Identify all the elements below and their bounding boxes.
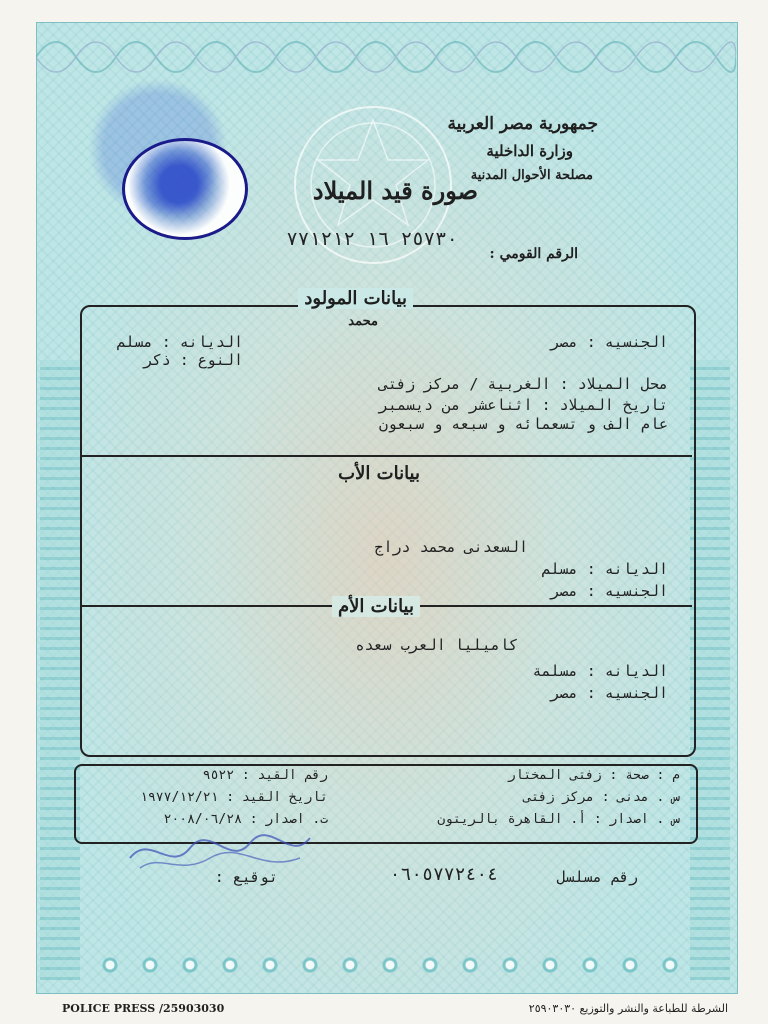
right-ornament-border	[690, 360, 730, 980]
official-stamp-icon	[122, 138, 248, 240]
registry-date: تاريخ القيد : ١٩٧٧/١٢/٢١	[140, 790, 328, 805]
newborn-nationality: الجنسيه : مصر	[550, 333, 668, 351]
newborn-religion: الديانه : مسلم	[116, 333, 243, 351]
bottom-rosette-band	[90, 950, 690, 980]
newborn-birth-year: عام الف و تسعمائه و سبعه و سبعون	[379, 415, 668, 433]
national-id-label: الرقم القومي :	[489, 246, 578, 262]
national-id-number: ٢٥٧٣٠ ١٦ ٧٧١٢١٢	[286, 228, 458, 250]
registry-civil-office: س . مدنى : مركز زفتى	[523, 790, 680, 805]
mother-nationality: الجنسيه : مصر	[550, 684, 668, 702]
footer-press-en: POLICE PRESS /25903030	[62, 1002, 225, 1015]
mother-name: كاميليا العرب سعده	[355, 636, 518, 654]
newborn-birth-date: تاريخ الميلاد : اثناعشر من ديسمبر	[379, 396, 668, 414]
newborn-birth-place: محل الميلاد : الغربية / مركز زفتى	[379, 375, 668, 393]
footer-press-ar: الشرطة للطباعة والنشر والتوزيع ٢٥٩٠٣٠٣٠	[528, 1002, 728, 1015]
father-section-title: بيانات الأب	[338, 463, 420, 484]
document-title: صورة قيد الميلاد	[312, 176, 478, 205]
newborn-gender: النوع : ذكر	[143, 351, 243, 369]
registry-number: رقم القيد : ٩٥٢٢	[202, 768, 328, 783]
father-religion: الديانه : مسلم	[541, 560, 668, 578]
serial-number: ٠٦٠٥٧٧٢٤٠٤	[389, 864, 498, 885]
mother-religion: الديانه : مسلمة	[532, 662, 668, 680]
registry-issue-office: س . اصدار : أ. القاهرة بالريتون	[437, 812, 680, 827]
country-name: جمهورية مصر العربية	[447, 114, 598, 134]
divider-father	[80, 455, 692, 457]
left-ornament-border	[40, 360, 80, 980]
newborn-section-title: بيانات المولود	[298, 288, 413, 309]
signature-stamp-icon	[120, 828, 320, 878]
registry-health-office: م : صحة : زفتى المختار	[507, 768, 680, 783]
father-nationality: الجنسيه : مصر	[550, 582, 668, 600]
newborn-name: محمد	[348, 314, 378, 329]
signature-label: توقيع :	[214, 868, 278, 886]
mother-section-title: بيانات الأم	[332, 596, 420, 617]
authority-name: مصلحة الأحوال المدنية	[470, 168, 593, 183]
ministry-name: وزارة الداخلية	[486, 142, 573, 160]
serial-label: رقم مسلسل	[556, 868, 638, 886]
registry-issue-date: ت. اصدار : ٢٠٠٨/٠٦/٢٨	[163, 812, 328, 827]
father-name: السعدنى محمد دراج	[374, 538, 528, 556]
